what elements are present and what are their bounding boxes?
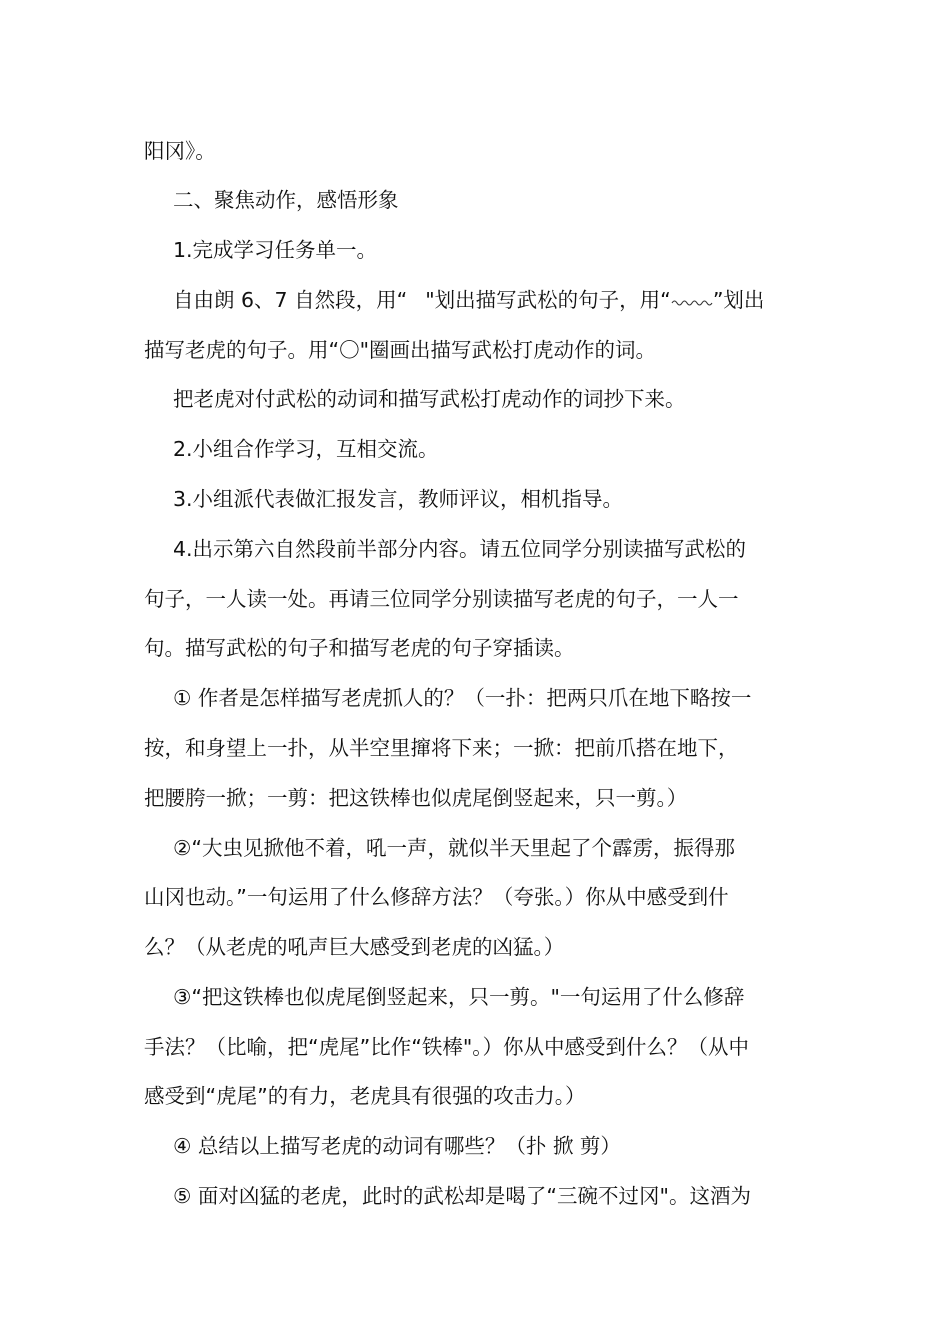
text-line: ⑤ 面对凶猛的老虎，此时的武松却是喝了“三碗不过冈"。这酒为 (173, 1184, 751, 1208)
text-line: 把老虎对付武松的动词和描写武松打虎动作的词抄下来。 (173, 387, 686, 411)
text-line: ① 作者是怎样描写老虎抓人的？（一扑：把两只爪在地下略按一 (173, 686, 752, 710)
text-line: 2.小组合作学习，互相交流。 (173, 437, 439, 461)
text-line: ③“把这铁棒也似虎尾倒竖起来，只一剪。"一句运用了什么修辞 (173, 985, 745, 1009)
text-line: 1.完成学习任务单一。 (173, 238, 378, 262)
text-line: 把腰胯一掀；一剪：把这铁棒也似虎尾倒竖起来，只一剪。） (144, 786, 688, 810)
text-line-with-marks (173, 285, 853, 315)
text-line: 山冈也动。”一句运用了什么修辞方法？（夸张。）你从中感受到什 (144, 885, 729, 909)
text-line: ④ 总结以上描写老虎的动词有哪些？（扑 掀 剪） (173, 1134, 621, 1158)
text-segment: 自由朗 6、7 自然段，用“ (173, 288, 408, 312)
text-line: 3.小组派代表做汇报发言，教师评议，相机指导。 (173, 487, 624, 511)
text-line: 句子，一人读一处。再请三位同学分别读描写老虎的句子，一人一 (144, 587, 739, 611)
text-line: ②“大虫见掀他不着，吼一声，就似半天里起了个霹雳，振得那 (173, 836, 735, 860)
text-line: 句。描写武松的句子和描写老虎的句子穿插读。 (144, 636, 575, 660)
section-heading: 二、聚焦动作，感悟形象 (173, 188, 399, 212)
text-line: 阳冈》。 (144, 139, 216, 163)
text-segment: "划出描写武松的句子，用“ (425, 288, 671, 312)
wavy-underline-icon (671, 295, 713, 307)
text-line: 4.出示第六自然段前半部分内容。请五位同学分别读描写武松的 (173, 537, 747, 561)
text-line: 按，和身望上一扑，从半空里撺将下来；一掀：把前爪搭在地下， (144, 736, 739, 760)
text-line: 么？（从老虎的吼声巨大感受到老虎的凶猛。） (144, 935, 565, 959)
text-line: 感受到“虎尾”的有力，老虎具有很强的攻击力。） (144, 1084, 586, 1108)
text-segment: ”划出 (712, 288, 765, 312)
text-line: 描写老虎的句子。用“〇"圈画出描写武松打虎动作的词。 (144, 338, 657, 362)
text-line: 手法？（比喻，把“虎尾”比作“铁棒"。）你从中感受到什么？（从中 (144, 1035, 750, 1059)
